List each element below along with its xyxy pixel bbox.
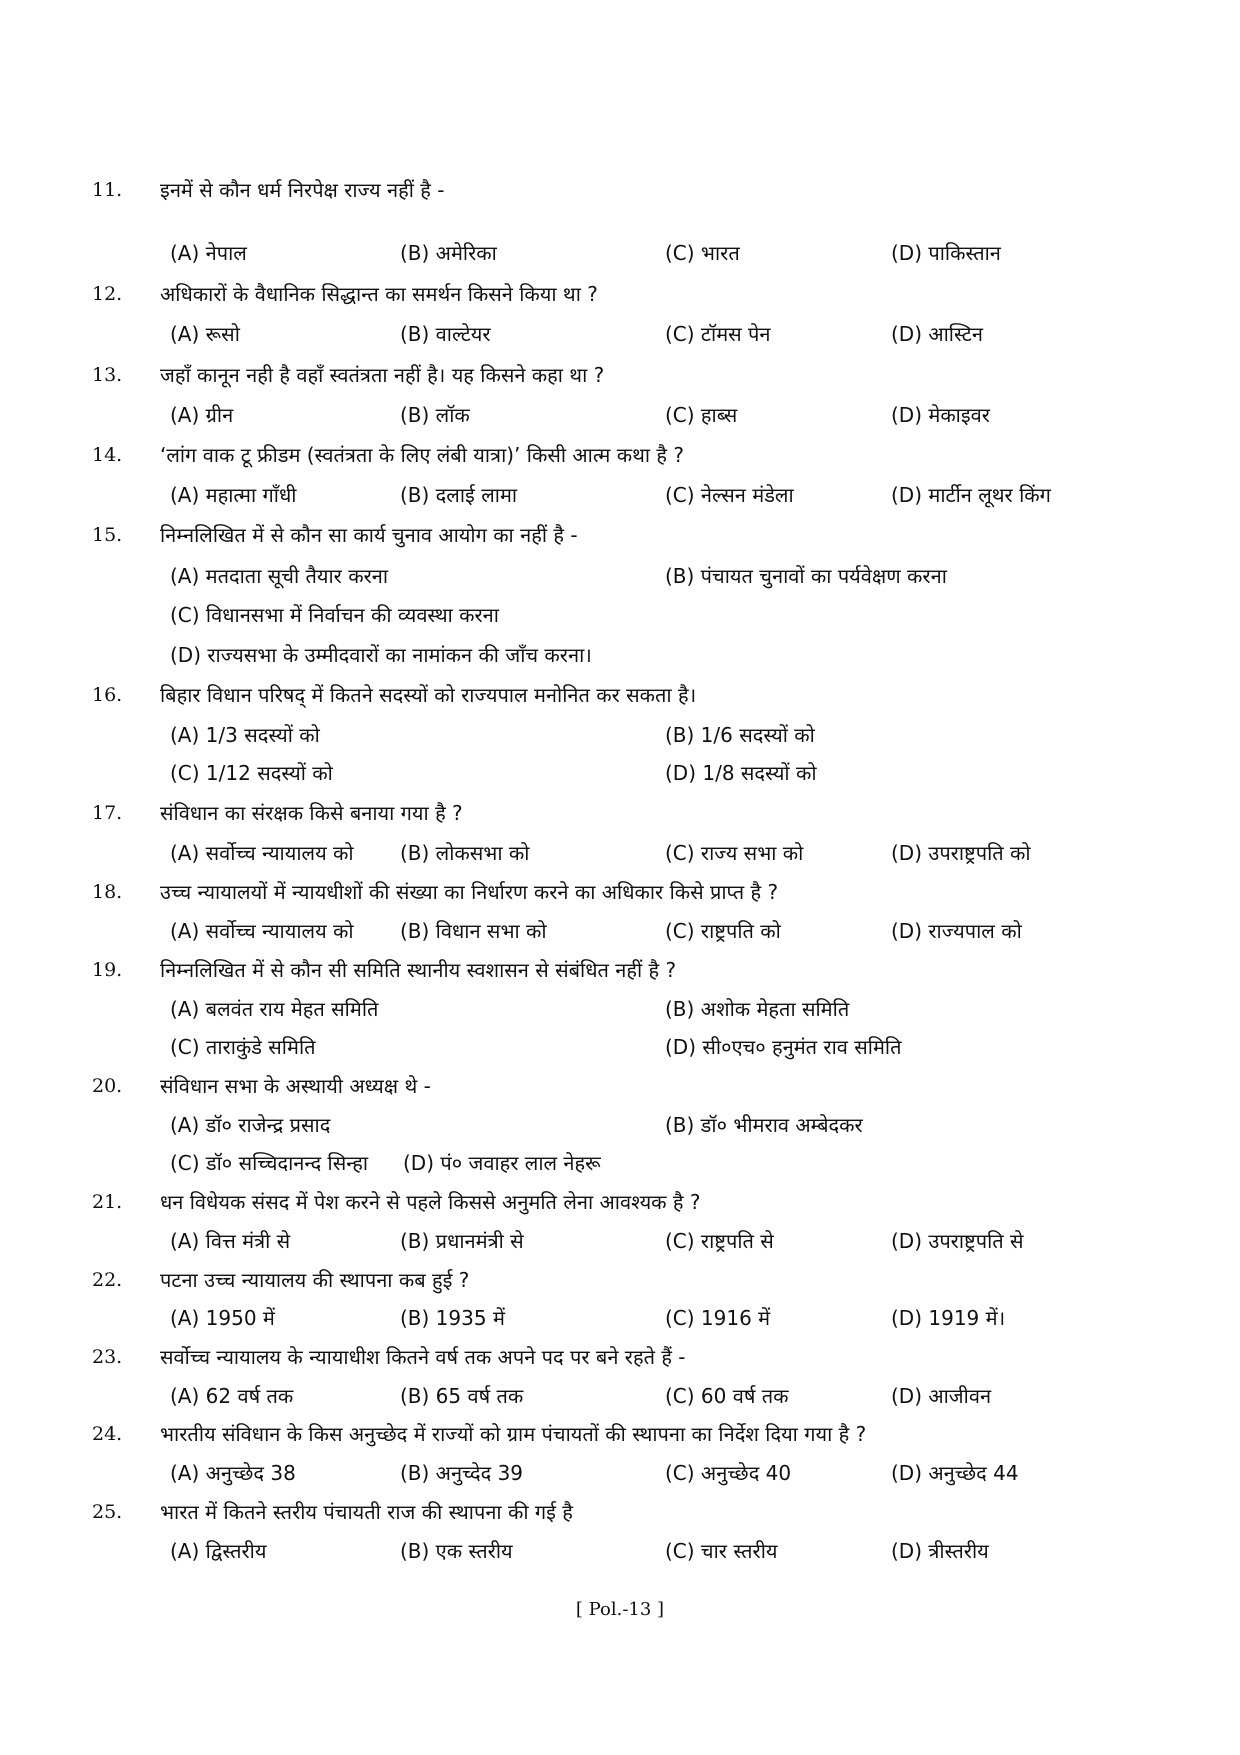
option-d: (D) आजीवन xyxy=(891,1384,992,1408)
option-c: (C) राज्य सभा को xyxy=(665,841,804,865)
option-a: (A) वित्त मंत्री से xyxy=(170,1229,291,1253)
option-b: (B) एक स्तरीय xyxy=(400,1539,513,1563)
question-text: संविधान सभा के अस्थायी अध्यक्ष थे - xyxy=(160,1074,431,1098)
option-a: (A) अनुच्छेद 38 xyxy=(170,1461,296,1485)
option-c: (C) 60 वर्ष तक xyxy=(665,1384,789,1408)
question-text: पटना उच्च न्यायालय की स्थापना कब हुई ? xyxy=(160,1268,470,1292)
option-b: (B) लॉक xyxy=(400,403,470,427)
question-number: 13. xyxy=(92,364,123,386)
option-d: (D) उपराष्ट्रपति को xyxy=(891,841,1031,865)
question-number: 23. xyxy=(92,1346,123,1368)
question-text: जहाँ कानून नही है वहाँ स्वतंत्रता नहीं है। यह किसने कहा था ? xyxy=(160,363,605,387)
option-c: (C) ताराकुंडे समिति xyxy=(170,1035,316,1059)
option-a: (A) 1950 में xyxy=(170,1306,275,1330)
option-b: (B) अनुच्देद 39 xyxy=(400,1461,524,1485)
option-a: (A) सर्वोच्च न्यायालय को xyxy=(170,919,354,943)
option-d: (D) उपराष्ट्रपति से xyxy=(891,1229,1024,1253)
option-a: (A) 62 वर्ष तक xyxy=(170,1384,294,1408)
question-number: 22. xyxy=(92,1269,123,1291)
question-text: बिहार विधान परिषद् में कितने सदस्यों को राज्यपाल मनोनित कर सकता है। xyxy=(160,683,697,707)
question-text: सर्वोच्च न्यायालय के न्यायाधीश कितने वर्ष तक अपने पद पर बने रहते हैं - xyxy=(160,1345,686,1369)
question-number: 25. xyxy=(92,1501,123,1523)
option-a: (A) ग्रीन xyxy=(170,403,234,427)
question-number: 14. xyxy=(92,444,123,466)
question-number: 11. xyxy=(92,179,123,201)
option-c: (C) राष्ट्रपति से xyxy=(665,1229,774,1253)
option-d: (D) मेकाइवर xyxy=(891,403,990,427)
option-b: (B) प्रधानमंत्री से xyxy=(400,1229,524,1253)
option-b: (B) विधान सभा को xyxy=(400,919,547,943)
question-text: भारत में कितने स्तरीय पंचायती राज की स्थापना की गई है xyxy=(160,1500,573,1524)
option-d: (D) सी०एच० हनुमंत राव समिति xyxy=(665,1035,902,1059)
option-c: (C) 1916 में xyxy=(665,1306,771,1330)
option-c: (C) राष्ट्रपति को xyxy=(665,919,781,943)
option-c: (C) भारत xyxy=(665,241,740,265)
option-c: (C) टॉमस पेन xyxy=(665,322,771,346)
option-a: (A) डॉ० राजेन्द्र प्रसाद xyxy=(170,1113,331,1137)
option-c: (C) नेल्सन मंडेला xyxy=(665,483,794,507)
option-b: (B) 1935 में xyxy=(400,1306,505,1330)
question-number: 17. xyxy=(92,802,123,824)
option-b: (B) लोकसभा को xyxy=(400,841,530,865)
option-d: (D) आस्टिन xyxy=(891,322,983,346)
question-number: 20. xyxy=(92,1075,123,1097)
option-a: (A) सर्वोच्च न्यायालय को xyxy=(170,841,354,865)
option-a: (A) नेपाल xyxy=(170,241,247,265)
question-text: ‘लांग वाक टू फ्रीडम (स्वतंत्रता के लिए लंबी यात्रा)’ किसी आत्म कथा है ? xyxy=(160,443,685,467)
question-number: 24. xyxy=(92,1423,123,1445)
option-b: (B) अमेरिका xyxy=(400,241,497,265)
question-text: अधिकारों के वैधानिक सिद्धान्त का समर्थन किसने किया था ? xyxy=(160,282,598,306)
question-text: उच्च न्यायालयों में न्यायधीशों की संख्या का निर्धारण करने का अधिकार किसे प्राप्त है ? xyxy=(160,880,779,904)
option-b: (B) अशोक मेहता समिति xyxy=(665,997,850,1021)
option-b: (B) डॉ० भीमराव अम्बेदकर xyxy=(665,1113,863,1137)
option-d: (D) 1919 में। xyxy=(891,1306,1006,1330)
option-a: (A) मतदाता सूची तैयार करना xyxy=(170,564,389,588)
option-d: (D) राज्यसभा के उम्मीदवारों का नामांकन की जाँच करना। xyxy=(170,643,592,667)
option-d: (D) मार्टीन लूथर किंग xyxy=(891,483,1051,507)
option-b: (B) पंचायत चुनावों का पर्यवेक्षण करना xyxy=(665,564,947,588)
option-a: (A) 1/3 सदस्यों को xyxy=(170,723,320,747)
option-d: (D) राज्यपाल को xyxy=(891,919,1022,943)
option-c: (C) चार स्तरीय xyxy=(665,1539,778,1563)
option-a: (A) महात्मा गाँधी xyxy=(170,483,297,507)
option-b: (B) वाल्टेयर xyxy=(400,322,491,346)
page-footer: [ Pol.-13 ] xyxy=(575,1599,665,1620)
option-a: (A) द्विस्तरीय xyxy=(170,1539,267,1563)
question-number: 12. xyxy=(92,283,123,305)
question-text: धन विधेयक संसद में पेश करने से पहले किससे अनुमति लेना आवश्यक है ? xyxy=(160,1190,701,1214)
option-c: (C) अनुच्छेद 40 xyxy=(665,1461,792,1485)
option-c: (C) 1/12 सदस्यों को xyxy=(170,761,333,785)
option-a: (A) रूसो xyxy=(170,322,240,346)
question-text: इनमें से कौन धर्म निरपेक्ष राज्य नहीं है - xyxy=(160,178,445,202)
question-text: भारतीय संविधान के किस अनुच्छेद में राज्यों को ग्राम पंचायतों की स्थापना का निर्देश दिया गया है ? xyxy=(160,1422,867,1446)
question-text: निम्नलिखित में से कौन सा कार्य चुनाव आयोग का नहीं है - xyxy=(160,523,578,547)
option-d: (D) 1/8 सदस्यों को xyxy=(665,761,817,785)
question-text: संविधान का संरक्षक किसे बनाया गया है ? xyxy=(160,801,463,825)
option-d: (D) पं० जवाहर लाल नेहरू xyxy=(403,1151,601,1175)
option-b: (B) 1/6 सदस्यों को xyxy=(665,723,815,747)
question-number: 15. xyxy=(92,524,123,546)
option-c: (C) विधानसभा में निर्वाचन की व्यवस्था करना xyxy=(170,603,499,627)
question-number: 21. xyxy=(92,1191,123,1213)
question-text: निम्नलिखित में से कौन सी समिति स्थानीय स्वशासन से संबंधित नहीं है ? xyxy=(160,958,677,982)
question-number: 16. xyxy=(92,684,123,706)
question-number: 19. xyxy=(92,959,123,981)
question-number: 18. xyxy=(92,881,123,903)
option-a: (A) बलवंत राय मेहत समिति xyxy=(170,997,379,1021)
option-c: (C) हाब्स xyxy=(665,403,738,427)
option-d: (D) पाकिस्तान xyxy=(891,241,1001,265)
option-b: (B) दलाई लामा xyxy=(400,483,518,507)
option-b: (B) 65 वर्ष तक xyxy=(400,1384,524,1408)
option-d: (D) अनुच्छेद 44 xyxy=(891,1461,1019,1485)
option-d: (D) त्रीस्तरीय xyxy=(891,1539,989,1563)
option-c: (C) डॉ० सच्चिदानन्द सिन्हा xyxy=(170,1151,369,1175)
